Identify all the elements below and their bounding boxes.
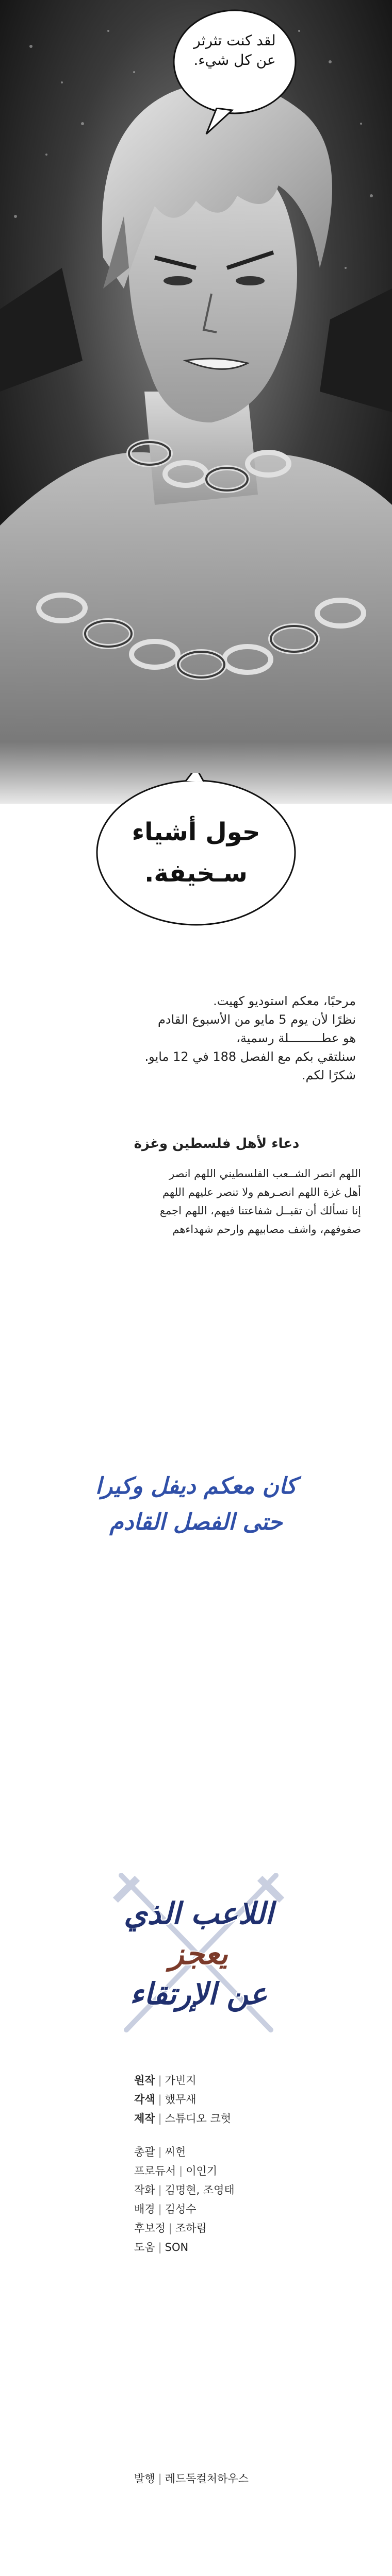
credit-row: 원작 | 가빈지: [134, 2074, 197, 2087]
credit-row: 프로듀서 | 이인기: [134, 2165, 218, 2177]
bubble-large-line-2: سـخيفة.: [144, 859, 248, 888]
note-line: مرحبًا، معكم استوديو كهيت.: [213, 994, 356, 1008]
credit-row: 제작 | 스튜디오 크헛: [134, 2112, 232, 2125]
logo-line-2: يعجز: [169, 1936, 228, 1971]
bubble-large-line-1: حول أشياء: [132, 818, 260, 846]
title-logo: [101, 1865, 297, 2045]
speech-bubble-top: [175, 10, 294, 108]
credit-row: 배경 | 김성수: [134, 2203, 197, 2215]
studio-note: [67, 992, 356, 1084]
note-line: شكرًا لكم.: [301, 1068, 356, 1082]
dua-text: [83, 1164, 361, 1239]
credit-row: 총괄 | 씨헌: [134, 2146, 186, 2158]
credit-row: 도움 | SON: [134, 2241, 189, 2253]
translator-credit-line-1: كان معكم ديفل وكيرا: [95, 1473, 297, 1499]
dua-line: اللهم انصر الشــعب الفلسطيني اللهم انصر: [169, 1167, 361, 1180]
translator-credit: [0, 1468, 392, 1540]
bubble-top-line-2: عن كل شيء.: [193, 52, 276, 69]
note-line: هو عطـــــــــلة رسمية،: [236, 1031, 356, 1045]
manga-panel: [0, 0, 392, 804]
credit-row: 각색 | 했무새: [134, 2093, 197, 2106]
credit-row: 작화 | 김명현, 조영태: [134, 2184, 235, 2196]
dua-line: إنا نسألك أن تقبــل شفاعتنا فيهم، اللهم اجمع: [159, 1205, 361, 1217]
manga-artwork: [0, 0, 392, 804]
credit-row: 후보정 | 조하림: [134, 2222, 207, 2234]
dua-line: صفوفهم، واشف مصابيهم وارحم شهداءهم: [172, 1223, 361, 1235]
korean-credits: [134, 2071, 361, 2257]
bubble-top-line-1: لقد كنت تثرثر: [193, 32, 276, 49]
publisher-credit: 발행 | 레드독컬처하우스: [134, 2472, 249, 2485]
logo-line-3: عن الإرتقاء: [129, 1976, 268, 2011]
translator-credit-line-2: حتى الفصل القادم: [109, 1509, 283, 1535]
dua-line: أهل غزة اللهم انصـرهم ولا تنصر عليهم اللهم: [162, 1186, 361, 1198]
speech-bubble-large: [93, 773, 299, 927]
logo-line-1: اللاعب الذي: [124, 1896, 273, 1931]
note-line: سنلتقي بكم مع الفصل 188 في 12 مايو.: [144, 1049, 356, 1064]
note-line: نظرًا لأن يوم 5 مايو من الأسبوع القادم: [158, 1012, 356, 1027]
dua-title: دعاء لأهل فلسطين وغزة: [134, 1136, 300, 1151]
